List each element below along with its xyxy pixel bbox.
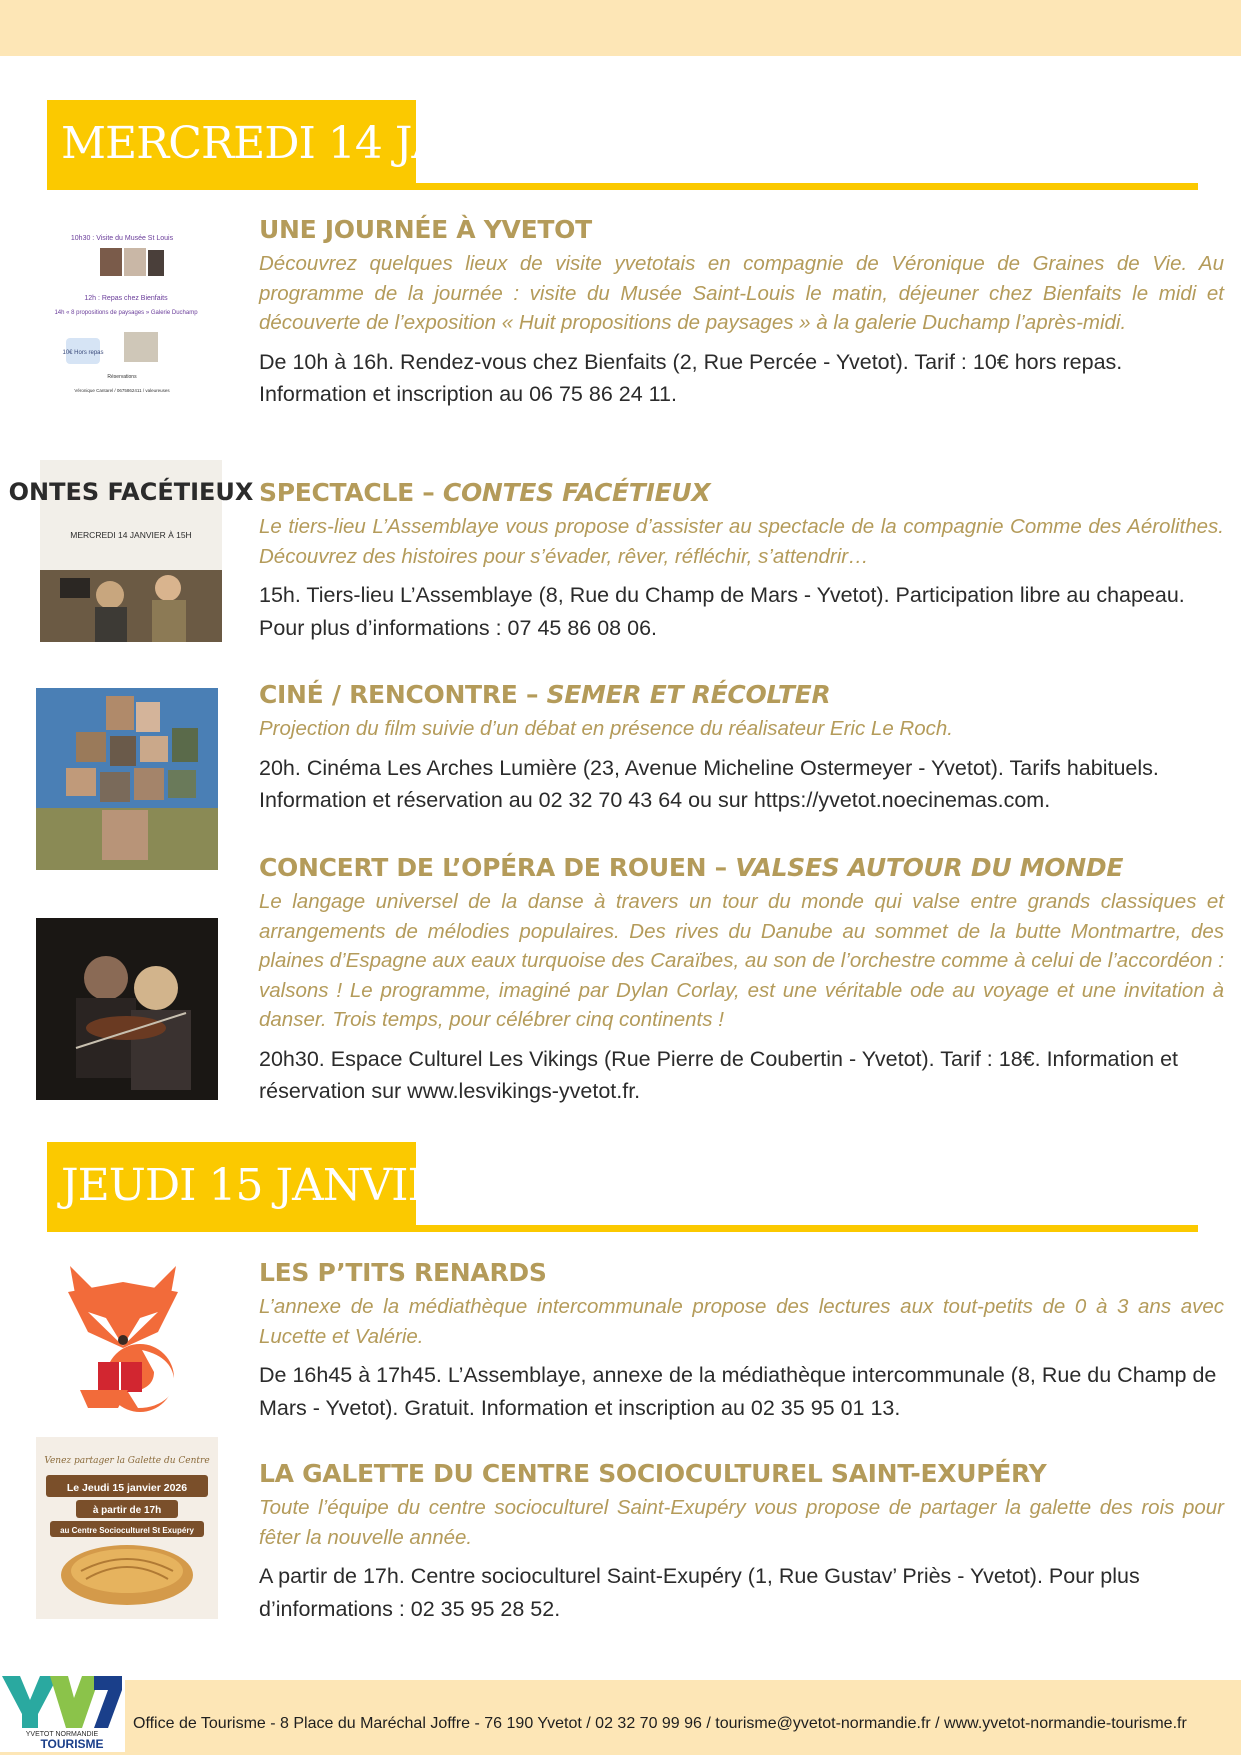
event-une-journee (259, 213, 1224, 411)
event-galette (259, 1457, 1224, 1625)
event-description: Découvrez quelques lieux de visite yvetotais en compagnie de Véronique de Graines de Vie. Au programme de la journée : visite du Musée Saint-Louis le matin, déjeuner chez Bienfaits le midi et découverte de l’exposition « Huit propositions de paysages » à la galerie Duchamp l’après-midi. (259, 252, 1224, 334)
event-description: L’annexe de la médiathèque intercommunale propose des lectures aux tout-petits de 0 à 3 ans avec Lucette et Valérie. (259, 1295, 1224, 1348)
day-heading: JEUDI 15 JANVIER (47, 1142, 416, 1230)
contes-graphic (8, 460, 254, 642)
event-description: Le langage universel de la danse à travers un tour du monde qui valse entre grands classiques et arrangements de mélodies populaires. Des rives du Danube au sommet de la butte Montmartre, des plaines d’Espagne aux eaux turquoise des Caraïbes, au son de l’orchestre comme à celui de l’accordéon : valsons ! Le programme, imaginé par Dylan Corlay, est une véritable ode au voyage et une invitation à danser. Trois temps, pour célébrer cinq continents ! (259, 890, 1224, 1031)
fox-graphic (58, 1262, 188, 1412)
cine-graphic (36, 688, 218, 870)
yvetot-tourisme-logo[interactable] (0, 1668, 125, 1752)
event-title-sub: VALSES AUTOUR DU MONDE (735, 853, 1124, 882)
footer-contact-text: Office de Tourisme - 8 Place du Maréchal Joffre - 76 190 Yvetot / 02 32 70 99 96 / tourisme@yvetot-normandie.fr / www.yvetot-normandie-tourisme.fr (133, 1715, 1187, 1732)
day-divider (47, 1225, 1198, 1232)
flyer-line-3: 14h « 8 propositions de paysages » Galerie Duchamp (54, 310, 198, 316)
flyer-booking: Réservations (107, 374, 137, 380)
contes-headline: ONTES FACÉTIEUX (8, 478, 254, 506)
event-title-sub: CONTES FACÉTIEUX (442, 478, 711, 507)
event-title (259, 851, 1224, 885)
galette-poster-thumbnail (36, 1437, 218, 1619)
event-description: Projection du film suivie d’un débat en présence du réalisateur Eric Le Roch. (259, 717, 953, 740)
flyer-price: 10€ Hors repas (62, 350, 104, 356)
fox-book-icon (58, 1262, 188, 1412)
concert-photo-thumbnail (36, 918, 218, 1100)
event-title (259, 476, 1224, 510)
event-info: 20h. Cinéma Les Arches Lumière (23, Avenue Micheline Ostermeyer - Yvetot). Tarifs habituels. Information et réservation au 02 32 70 43 64 ou sur https://yvetot.noecinemas.com. (259, 755, 1159, 812)
event-title-main: CONCERT DE L’OPÉRA DE ROUEN (259, 853, 707, 882)
galette-script: Venez partager la Galette du Centre (44, 1456, 210, 1466)
event-flyer-thumbnail (54, 220, 198, 398)
galette-line-1: Le Jeudi 15 janvier 2026 (66, 1482, 188, 1494)
event-title-separator: – (525, 680, 539, 709)
event-info: De 16h45 à 17h45. L’Assemblaye, annexe de la médiathèque intercommunale (8, Rue du Champ de Mars - Yvetot). Gratuit. Information et inscription au 02 35 95 01 13. (259, 1363, 1217, 1420)
flyer-contact: Véronique Cantarel / 0675862411 / valeureuses (74, 388, 170, 393)
event-info: A partir de 17h. Centre socioculturel Saint-Exupéry (1, Rue Gustav’ Priès - Yvetot). Pour plus d’informations : 02 35 95 28 52. (259, 1564, 1140, 1621)
galette-graphic (36, 1437, 218, 1619)
event-title-separator: – (422, 478, 435, 507)
event-description: Le tiers-lieu L’Assemblaye vous propose d’assister au spectacle de la compagnie Comme des Aérolithes. Découvrez des histoires pour s’évader, rêver, réfléchir, s’attendrir… (259, 515, 1224, 568)
galette-line-3: au Centre Socioculturel St Exupéry (60, 1526, 194, 1535)
contes-poster-thumbnail (8, 460, 254, 642)
event-title (259, 678, 1224, 712)
flyer-line-2: 12h : Repas chez Bienfaits (84, 295, 168, 302)
event-concert-opera (259, 851, 1224, 1108)
event-spectacle (259, 476, 1224, 644)
event-cine-rencontre (259, 678, 1224, 817)
galette-line-2: à partir de 17h (92, 1505, 162, 1516)
day-divider (47, 183, 1198, 190)
event-title-main: SPECTACLE (259, 478, 414, 507)
event-title-separator: – (714, 853, 727, 882)
event-title-main: CINÉ / RENCONTRE (259, 680, 518, 709)
logo-graphic (0, 1668, 125, 1752)
day-header-1 (47, 100, 1198, 195)
logo-small-text: YVETOT NORMANDIE (25, 1731, 99, 1738)
day-header-2 (47, 1142, 1198, 1237)
event-info: 20h30. Espace Culturel Les Vikings (Rue Pierre de Coubertin - Yvetot). Tarif : 18€. Information et réservation sur www.lesvikings-yvetot.fr. (259, 1046, 1179, 1103)
event-description: Toute l’équipe du centre socioculturel Saint-Exupéry vous propose de partager la galette des rois pour fêter la nouvelle année. (259, 1496, 1224, 1549)
cine-poster-thumbnail (36, 688, 218, 870)
flyer-graphic (54, 220, 198, 398)
flyer-line-1: 10h30 : Visite du Musée St Louis (70, 235, 174, 242)
event-title: UNE JOURNÉE À YVETOT (259, 215, 592, 244)
day-heading: MERCREDI 14 JANVIER (47, 100, 416, 188)
event-title: LA GALETTE DU CENTRE SOCIOCULTUREL SAINT-EXUPÉRY (259, 1459, 1047, 1488)
event-title-sub: SEMER ET RÉCOLTER (546, 680, 831, 709)
concert-graphic (36, 918, 218, 1100)
top-band (0, 0, 1241, 56)
event-info: 15h. Tiers-lieu L’Assemblaye (8, Rue du Champ de Mars - Yvetot). Participation libre au chapeau. Pour plus d’informations : 07 45 86 08 06. (259, 583, 1185, 640)
event-info: De 10h à 16h. Rendez-vous chez Bienfaits (2, Rue Percée - Yvetot). Tarif : 10€ hors repas. Information et inscription au 06 75 86 24 11. (259, 349, 1123, 406)
contes-date: MERCREDI 14 JANVIER À 15H (70, 530, 192, 540)
logo-word: TOURISME (40, 1737, 104, 1751)
event-title: LES P’TITS RENARDS (259, 1258, 547, 1287)
event-ptits-renards (259, 1256, 1224, 1424)
